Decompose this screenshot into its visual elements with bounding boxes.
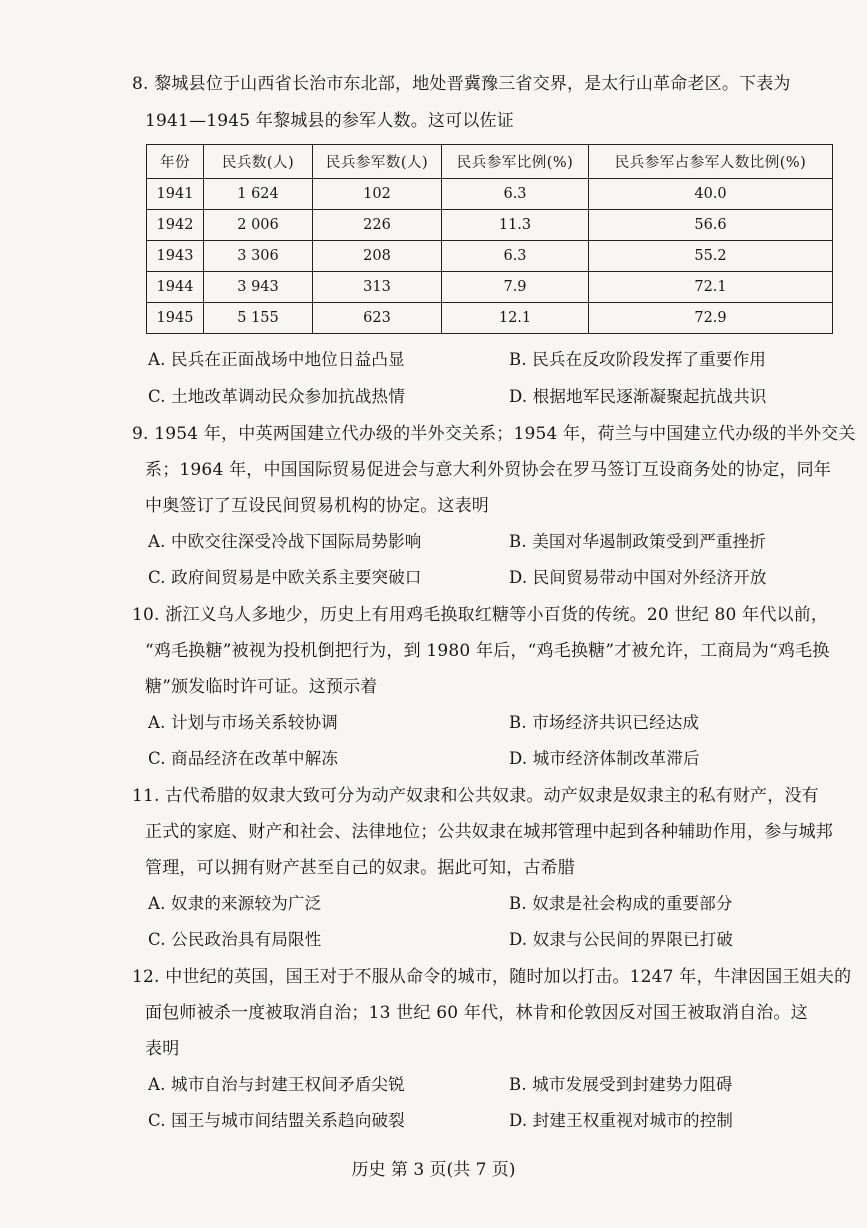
table-row — [147, 303, 833, 334]
q12-stem-line-3: 表明 — [145, 1039, 180, 1059]
q8-option-b[interactable]: B. 民兵在反攻阶段发挥了重要作用 — [509, 350, 767, 369]
q9-stem-line-2: 系；1964 年，中国国际贸易促进会与意大利外贸协会在罗马签订互设商务处的协定，同年 — [145, 460, 832, 480]
table-header-cell: 年份 — [147, 145, 204, 179]
q12-stem-line-2: 面包师被杀一度被取消自治；13 世纪 60 年代，林肯和伦敦因反对国王被取消自治。这 — [145, 1003, 808, 1023]
q9-option-c[interactable]: C. 政府间贸易是中欧关系主要突破口 — [148, 568, 422, 587]
q10-option-d[interactable]: D. 城市经济体制改革滞后 — [509, 749, 700, 768]
q11-stem-line-2: 正式的家庭、财产和社会、法律地位；公共奴隶在城邦管理中起到各种辅助作用，参与城邦 — [145, 822, 833, 842]
q11-stem-line-1: 11. 古代希腊的奴隶大致可分为动产奴隶和公共奴隶。动产奴隶是奴隶主的私有财产，没有 — [132, 786, 819, 806]
table-header-cell: 民兵参军数(人) — [313, 145, 442, 179]
q9-option-a[interactable]: A. 中欧交往深受冷战下国际局势影响 — [148, 532, 422, 551]
table-cell: 226 — [313, 210, 442, 241]
table-row — [147, 179, 833, 210]
q10-stem-line-1: 10. 浙江义乌人多地少，历史上有用鸡毛换取红糖等小百货的传统。20 世纪 80 年代以前， — [132, 605, 829, 625]
table-cell: 40.0 — [589, 179, 833, 210]
table-cell: 6.3 — [442, 179, 589, 210]
table-header-row — [147, 145, 833, 179]
table-cell: 1 624 — [204, 179, 313, 210]
table-cell: 623 — [313, 303, 442, 334]
table-row — [147, 210, 833, 241]
q11-stem-line-3: 管理，可以拥有财产甚至自己的奴隶。据此可知，古希腊 — [145, 858, 575, 878]
q12-option-b[interactable]: B. 城市发展受到封建势力阻碍 — [509, 1075, 733, 1094]
q11-option-b[interactable]: B. 奴隶是社会构成的重要部分 — [509, 894, 733, 913]
table-cell: 3 306 — [204, 241, 313, 272]
table-cell: 3 943 — [204, 272, 313, 303]
table-cell: 55.2 — [589, 241, 833, 272]
table-header-cell: 民兵参军比例(%) — [442, 145, 589, 179]
table-header-cell: 民兵数(人) — [204, 145, 313, 179]
q10-stem-line-2: “鸡毛换糖”被视为投机倒把行为，到 1980 年后，“鸡毛换糖”才被允许，工商局为“鸡毛换 — [145, 641, 830, 661]
table-cell: 313 — [313, 272, 442, 303]
q8-option-d[interactable]: D. 根据地军民逐渐凝聚起抗战共识 — [509, 387, 767, 406]
q8-option-c[interactable]: C. 土地改革调动民众参加抗战热情 — [148, 387, 405, 406]
table-cell: 1945 — [147, 303, 204, 334]
table-cell: 1943 — [147, 241, 204, 272]
q8-stem-line-1: 8. 黎城县位于山西省长治市东北部，地处晋冀豫三省交界，是太行山革命老区。下表为 — [132, 74, 791, 94]
table-cell: 5 155 — [204, 303, 313, 334]
q8-option-a[interactable]: A. 民兵在正面战场中地位日益凸显 — [148, 350, 405, 369]
page-footer: 历史 第 3 页(共 7 页) — [351, 1160, 516, 1180]
table-cell: 208 — [313, 241, 442, 272]
q10-option-a[interactable]: A. 计划与市场关系较协调 — [148, 713, 339, 732]
q11-option-a[interactable]: A. 奴隶的来源较为广泛 — [148, 894, 322, 913]
table-header-cell: 民兵参军占参军人数比例(%) — [589, 145, 833, 179]
q10-option-b[interactable]: B. 市场经济共识已经达成 — [509, 713, 700, 732]
table-row — [147, 272, 833, 303]
table-cell: 11.3 — [442, 210, 589, 241]
q12-option-a[interactable]: A. 城市自治与封建王权间矛盾尖锐 — [148, 1075, 405, 1094]
q12-stem-line-1: 12. 中世纪的英国，国王对于不服从命令的城市，随时加以打击。1247 年，牛津因国王姐夫的 — [132, 967, 852, 987]
table-cell: 72.1 — [589, 272, 833, 303]
q9-option-b[interactable]: B. 美国对华遏制政策受到严重挫折 — [509, 532, 767, 551]
q10-stem-line-3: 糖”颁发临时许可证。这预示着 — [145, 677, 378, 697]
table-row — [147, 241, 833, 272]
table-cell: 1942 — [147, 210, 204, 241]
table-cell: 56.6 — [589, 210, 833, 241]
table-cell: 1941 — [147, 179, 204, 210]
q9-stem-line-1: 9. 1954 年，中英两国建立代办级的半外交关系；1954 年，荷兰与中国建立代办级的半外交关 — [132, 424, 856, 444]
table-cell: 6.3 — [442, 241, 589, 272]
table-cell: 72.9 — [589, 303, 833, 334]
table-cell: 2 006 — [204, 210, 313, 241]
q11-option-d[interactable]: D. 奴隶与公民间的界限已打破 — [509, 930, 734, 949]
q8-stem-line-2: 1941—1945 年黎城县的参军人数。这可以佐证 — [145, 111, 514, 131]
q11-option-c[interactable]: C. 公民政治具有局限性 — [148, 930, 322, 949]
q12-option-d[interactable]: D. 封建王权重视对城市的控制 — [509, 1111, 734, 1130]
q9-stem-line-3: 中奥签订了互设民间贸易机构的协定。这表明 — [145, 496, 489, 516]
q10-option-c[interactable]: C. 商品经济在改革中解冻 — [148, 749, 339, 768]
q12-option-c[interactable]: C. 国王与城市间结盟关系趋向破裂 — [148, 1111, 405, 1130]
table-cell: 102 — [313, 179, 442, 210]
table-cell: 1944 — [147, 272, 204, 303]
table-cell: 7.9 — [442, 272, 589, 303]
q8-data-table — [146, 144, 833, 334]
q9-option-d[interactable]: D. 民间贸易带动中国对外经济开放 — [509, 568, 767, 587]
table-cell: 12.1 — [442, 303, 589, 334]
